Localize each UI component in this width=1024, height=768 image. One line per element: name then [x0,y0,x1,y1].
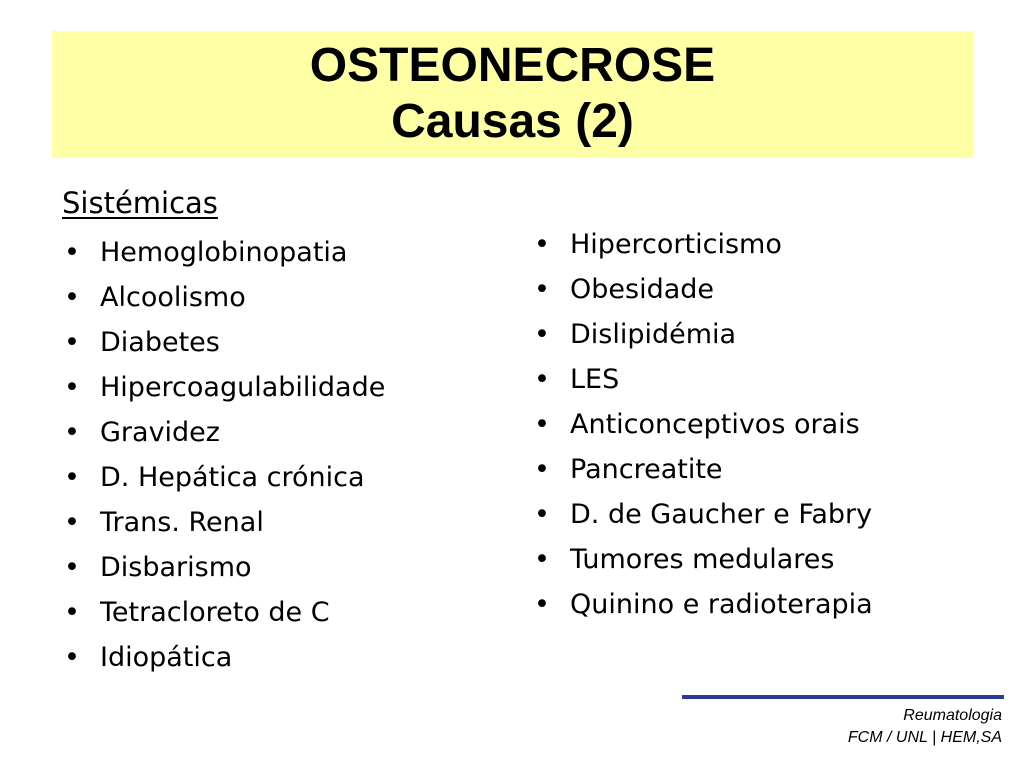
list-item-label: Obesidade [570,274,715,305]
bullet-icon: • [64,282,80,313]
footer-rule [682,695,1004,699]
list-item-label: Idiopática [100,642,233,673]
footer-department: Reumatologia [903,707,1002,724]
bullet-icon: • [64,237,80,268]
list-item [532,537,873,582]
list-item [62,320,385,365]
right-bullet-list [532,222,873,627]
bullet-icon: • [534,229,550,260]
bullet-icon: • [534,499,550,530]
bullet-icon: • [64,327,80,358]
list-item [62,410,385,455]
section-heading: Sistémicas [62,186,218,220]
list-item-label: Diabetes [100,327,220,358]
list-item-label: Alcoolismo [100,282,246,313]
list-item [532,267,873,312]
bullet-icon: • [534,274,550,305]
list-item [532,492,873,537]
bullet-icon: • [64,372,80,403]
bullet-icon: • [64,642,80,673]
list-item-label: Pancreatite [570,454,723,485]
list-item [532,222,873,267]
list-item [62,365,385,410]
bullet-icon: • [534,589,550,620]
list-item [62,590,385,635]
bullet-icon: • [64,417,80,448]
bullet-icon: • [534,364,550,395]
list-item-label: Anticonceptivos orais [570,409,860,440]
list-item-label: D. Hepática crónica [100,462,365,493]
bullet-icon: • [64,552,80,583]
title-banner [52,31,973,158]
list-item-label: Hipercoagulabilidade [100,372,386,403]
list-item-label: Tetracloreto de C [100,597,330,628]
bullet-icon: • [534,454,550,485]
list-item [532,357,873,402]
bullet-icon: • [64,507,80,538]
list-item [62,455,385,500]
list-item [62,635,385,680]
list-item [62,275,385,320]
list-item-label: Disbarismo [100,552,252,583]
list-item-label: LES [570,364,620,395]
list-item-label: Gravidez [100,417,220,448]
list-item [532,312,873,357]
slide-subtitle: Causas (2) [391,95,634,148]
list-item-label: Dislipidémia [570,319,737,350]
bullet-icon: • [534,409,550,440]
left-bullet-list [62,230,385,680]
list-item-label: Tumores medulares [570,544,835,575]
list-item-label: Hipercorticismo [570,229,782,260]
footer-institution: FCM / UNL | HEM,SA [847,729,1002,746]
list-item [532,402,873,447]
list-item-label: Quinino e radioterapia [570,589,873,620]
bullet-icon: • [534,319,550,350]
list-item [62,500,385,545]
slide-title: OSTEONECROSE [309,39,716,92]
bullet-icon: • [534,544,550,575]
list-item [532,447,873,492]
list-item-label: Hemoglobinopatia [100,237,348,268]
bullet-icon: • [64,597,80,628]
list-item [62,545,385,590]
bullet-icon: • [64,462,80,493]
list-item-label: Trans. Renal [100,507,264,538]
footer [848,705,1002,749]
list-item-label: D. de Gaucher e Fabry [570,499,873,530]
list-item [532,582,873,627]
list-item [62,230,385,275]
